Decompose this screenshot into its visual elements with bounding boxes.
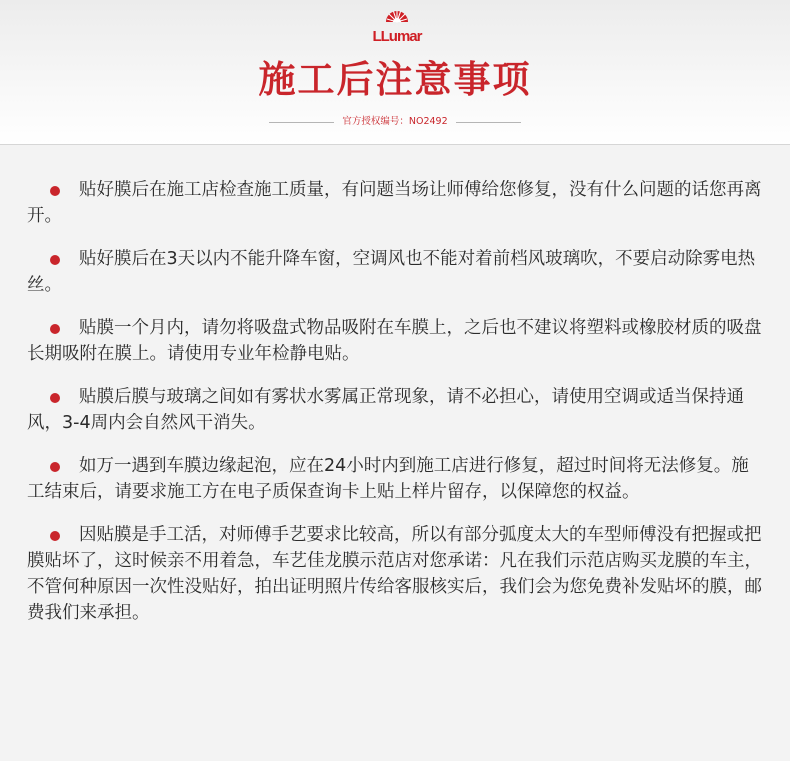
divider-left: [269, 122, 334, 123]
notice-list: [27, 177, 762, 643]
authorization-number: 官方授权编号：NO2492: [342, 116, 448, 127]
header: [0, 0, 790, 145]
list-item: [27, 522, 762, 626]
list-item-text: 贴膜一个月内，请勿将吸盘式物品吸附在车膜上，之后也不建议将塑料或橡胶材质的吸盘长期吸附在膜上。请使用专业年检静电贴。: [27, 318, 762, 364]
llumar-logo: [366, 9, 428, 47]
list-item-text: 因贴膜是手工活，对师傅手艺要求比较高，所以有部分弧度太大的车型师傅没有把握或把膜贴坏了，这时候亲不用着急，车艺佳龙膜示范店对您承诺：凡在我们示范店购买龙膜的车主，不管何种原因一次性没贴好，拍出证明照片传给客服核实后，我们会为您免费补发贴坏的膜，邮费我们来承担。: [27, 525, 762, 623]
list-item-text: 贴好膜后在施工店检查施工质量，有问题当场让师傅给您修复，没有什么问题的话您再离开。: [27, 180, 762, 226]
list-item: [27, 453, 762, 505]
bullet-dot-icon: [50, 255, 60, 265]
divider-right: [456, 122, 521, 123]
bullet-dot-icon: [50, 324, 60, 334]
list-item: [27, 177, 762, 229]
bullet-dot-icon: [50, 531, 60, 541]
sunburst-logo-icon: [385, 9, 409, 23]
page-title: 施工后注意事项: [258, 58, 532, 101]
bullet-dot-icon: [50, 393, 60, 403]
notice-content: [0, 145, 790, 761]
authorization-line: [195, 114, 595, 130]
logo-wordmark: LLumar: [372, 28, 422, 45]
list-item: [27, 315, 762, 367]
list-item: [27, 246, 762, 298]
list-item-text: 贴膜后膜与玻璃之间如有雾状水雾属正常现象，请不必担心，请使用空调或适当保持通风，3-4周内会自然风干消失。: [27, 387, 744, 433]
list-item: [27, 384, 762, 436]
list-item-text: 如万一遇到车膜边缘起泡，应在24小时内到施工店进行修复，超过时间将无法修复。施工结束后，请要求施工方在电子质保查询卡上贴上样片留存，以保障您的权益。: [27, 456, 749, 502]
bullet-dot-icon: [50, 186, 60, 196]
list-item-text: 贴好膜后在3天以内不能升降车窗，空调风也不能对着前档风玻璃吹，不要启动除雾电热丝。: [27, 249, 756, 295]
bullet-dot-icon: [50, 462, 60, 472]
